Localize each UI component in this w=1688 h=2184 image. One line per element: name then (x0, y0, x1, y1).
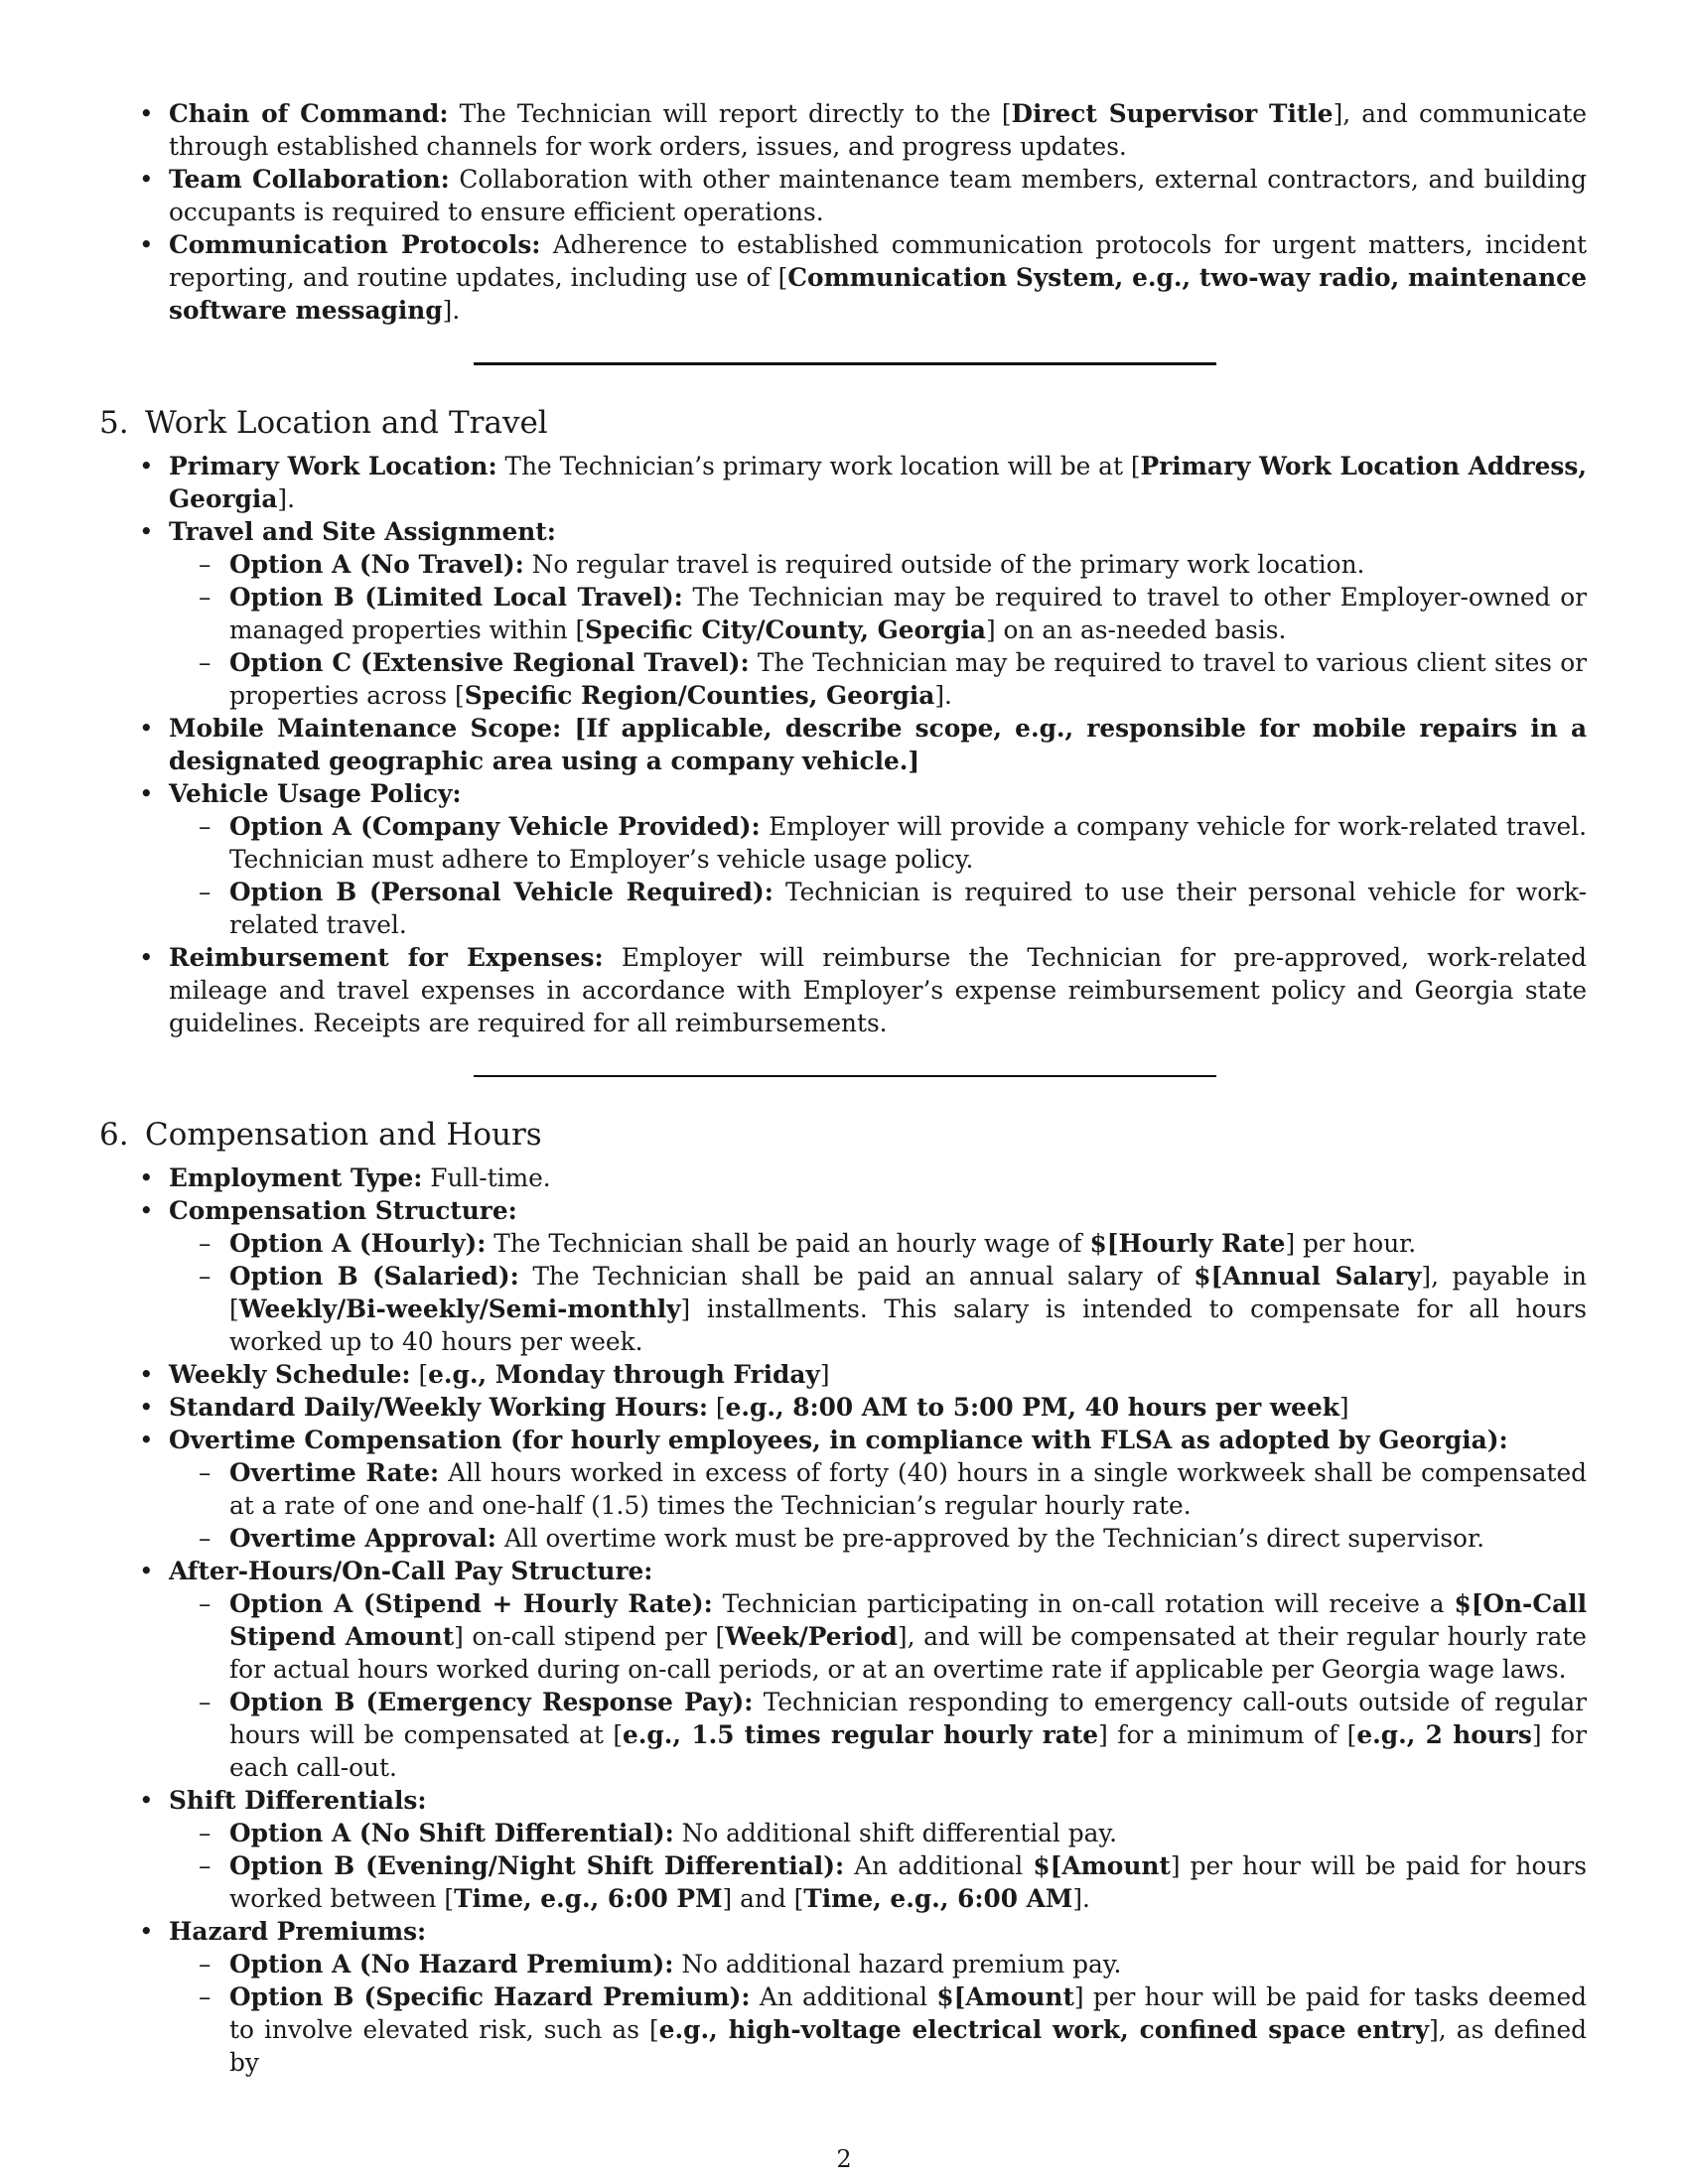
list-item-shift-differentials: • Shift Differentials: – Option A (No Shift Differential): No additional shift differential pay. – Option B (Evening/Night Shift Differential): An additional $[Amount] per hour will be paid for hours worked between [Time, e.g., 6:00 PM] and [Time, e.g., 6:00 AM]. (99, 1784, 1587, 1915)
overtime-approval: – Overtime Approval: All overtime work must be pre-approved by the Technician’s direct supervisor. (169, 1522, 1587, 1555)
section5-list (99, 450, 1587, 1039)
overtime-rate: – Overtime Rate: All hours worked in excess of forty (40) hours in a single workweek shall be compensated at a rate of one and one-half (1.5) times the Technician’s regular hourly rate. (169, 1456, 1587, 1522)
list-item-hazard-premiums: • Hazard Premiums: – Option A (No Hazard Premium): No additional hazard premium pay. – Option B (Specific Hazard Premium): An additional $[Amount] per hour will be paid for tasks deemed to involve elevated risk, such as [e.g., high-voltage electrical work, confined space entry], as defined by (99, 1915, 1587, 2079)
list-item-working-hours: • Standard Daily/Weekly Working Hours: [e.g., 8:00 AM to 5:00 PM, 40 hours per week] (99, 1391, 1587, 1424)
compensation-options (169, 1227, 1587, 1358)
list-item-travel: • Travel and Site Assignment: – Option A (No Travel): No regular travel is required outside of the primary work location. – Option B (Limited Local Travel): The Technician may be required to travel to other Employer-owned or managed properties within [Specific City/County, Georgia] on an as-needed basis. – Option C (Extensive Regional Travel): The Technician may be required to travel to various client sites or properties across [Specific Region/Counties, Georgia]. (99, 515, 1587, 712)
page-content (99, 97, 1587, 2079)
after-hours-option-a: – Option A (Stipend + Hourly Rate): Technician participating in on-call rotation will receive a $[On-Call Stipend Amount] on-call stipend per [Week/Period], and will be compensated at their regular hourly rate for actual hours worked during on-call periods, or at an overtime rate if applicable per Georgia wage laws. (169, 1587, 1587, 1686)
list-item-mobile-scope: • Mobile Maintenance Scope: [If applicable, describe scope, e.g., responsible for mobile repairs in a designated geographic area using a company vehicle.] (99, 712, 1587, 777)
list-item-compensation: • Compensation Structure: – Option A (Hourly): The Technician shall be paid an hourly wage of $[Hourly Rate] per hour. – Option B (Salaried): The Technician shall be paid an annual salary of $[Annual Salary], payable in [Weekly/Bi-weekly/Semi-monthly] installments. This salary is intended to compensate for all hours worked up to 40 hours per week. (99, 1194, 1587, 1358)
section-divider (474, 1075, 1216, 1077)
list-item-overtime: • Overtime Compensation (for hourly employees, in compliance with FLSA as adopted by Georgia): – Overtime Rate: All hours worked in excess of forty (40) hours in a single workweek shall be compensated at a rate of one and one-half (1.5) times the Technician’s regular hourly rate. – Overtime Approval: All overtime work must be pre-approved by the Technician’s direct supervisor. (99, 1424, 1587, 1555)
section-heading-5: 5. Work Location and Travel (99, 405, 548, 441)
travel-option-a: – Option A (No Travel): No regular travel is required outside of the primary work location. (169, 548, 1587, 581)
list-item-employment-type: • Employment Type: Full-time. (99, 1161, 1587, 1194)
travel-option-c: – Option C (Extensive Regional Travel): The Technician may be required to travel to various client sites or properties across [Specific Region/Counties, Georgia]. (169, 646, 1587, 712)
hazard-options (169, 1948, 1587, 2079)
after-hours-options (169, 1587, 1587, 1784)
hazard-option-b: – Option B (Specific Hazard Premium): An additional $[Amount] per hour will be paid for tasks deemed to involve elevated risk, such as [e.g., high-voltage electrical work, confined space entry], as defined by (169, 1980, 1587, 2079)
vehicle-options (169, 810, 1587, 941)
after-hours-option-b: – Option B (Emergency Response Pay): Technician responding to emergency call-outs outside of regular hours will be compensated at [e.g., 1.5 times regular hourly rate] for a minimum of [e.g., 2 hours] for each call-out. (169, 1686, 1587, 1784)
compensation-option-a: – Option A (Hourly): The Technician shall be paid an hourly wage of $[Hourly Rate] per hour. (169, 1227, 1587, 1260)
section-heading-6: 6. Compensation and Hours (99, 1117, 542, 1153)
list-item-primary-location: • Primary Work Location: The Technician’s primary work location will be at [Primary Work Location Address, Georgia]. (99, 450, 1587, 515)
section6-list (99, 1161, 1587, 2079)
section-divider (474, 362, 1216, 365)
list-item-chain-of-command: • Chain of Command: The Technician will report directly to the [Direct Supervisor Title], and communicate through established channels for work orders, issues, and progress updates. (99, 97, 1587, 163)
list-item-communication-protocols: • Communication Protocols: Adherence to established communication protocols for urgent matters, incident reporting, and routine updates, including use of [Communication System, e.g., two-way radio, maintenance software messaging]. (99, 228, 1587, 327)
compensation-option-b: – Option B (Salaried): The Technician shall be paid an annual salary of $[Annual Salary], payable in [Weekly/Bi-weekly/Semi-monthly] installments. This salary is intended to compensate for all hours worked up to 40 hours per week. (169, 1260, 1587, 1358)
overtime-options (169, 1456, 1587, 1555)
travel-option-b: – Option B (Limited Local Travel): The Technician may be required to travel to other Employer-owned or managed properties within [Specific City/County, Georgia] on an as-needed basis. (169, 581, 1587, 646)
shift-option-a: – Option A (No Shift Differential): No additional shift differential pay. (169, 1817, 1587, 1849)
vehicle-option-a: – Option A (Company Vehicle Provided): Employer will provide a company vehicle for work-related travel. Technician must adhere to Employer’s vehicle usage policy. (169, 810, 1587, 876)
vehicle-option-b: – Option B (Personal Vehicle Required): Technician is required to use their personal vehicle for work-related travel. (169, 876, 1587, 941)
shift-options (169, 1817, 1587, 1915)
hazard-option-a: – Option A (No Hazard Premium): No additional hazard premium pay. (169, 1948, 1587, 1980)
reporting-list (99, 97, 1587, 327)
travel-options (169, 548, 1587, 712)
list-item-vehicle-policy: • Vehicle Usage Policy: – Option A (Company Vehicle Provided): Employer will provide a company vehicle for work-related travel. Technician must adhere to Employer’s vehicle usage policy. – Option B (Personal Vehicle Required): Technician is required to use their personal vehicle for work-related travel. (99, 777, 1587, 941)
list-item-reimbursement: • Reimbursement for Expenses: Employer will reimburse the Technician for pre-approved, work-related mileage and travel expenses in accordance with Employer’s expense reimbursement policy and Georgia state guidelines. Receipts are required for all reimbursements. (99, 941, 1587, 1039)
list-item-after-hours: • After-Hours/On-Call Pay Structure: – Option A (Stipend + Hourly Rate): Technician participating in on-call rotation will receive a $[On-Call Stipend Amount] on-call stipend per [Week/Period], and will be compensated at their regular hourly rate for actual hours worked during on-call periods, or at an overtime rate if applicable per Georgia wage laws. – Option B (Emergency Response Pay): Technician responding to emergency call-outs outside of regular hours will be compensated at [e.g., 1.5 times regular hourly rate] for a minimum of [e.g., 2 hours] for each call-out. (99, 1555, 1587, 1784)
shift-option-b: – Option B (Evening/Night Shift Differential): An additional $[Amount] per hour will be paid for hours worked between [Time, e.g., 6:00 PM] and [Time, e.g., 6:00 AM]. (169, 1849, 1587, 1915)
page-number: 2 (836, 2145, 852, 2173)
list-item-weekly-schedule: • Weekly Schedule: [e.g., Monday through Friday] (99, 1358, 1587, 1391)
list-item-team-collaboration: • Team Collaboration: Collaboration with other maintenance team members, external contractors, and building occupants is required to ensure efficient operations. (99, 163, 1587, 228)
